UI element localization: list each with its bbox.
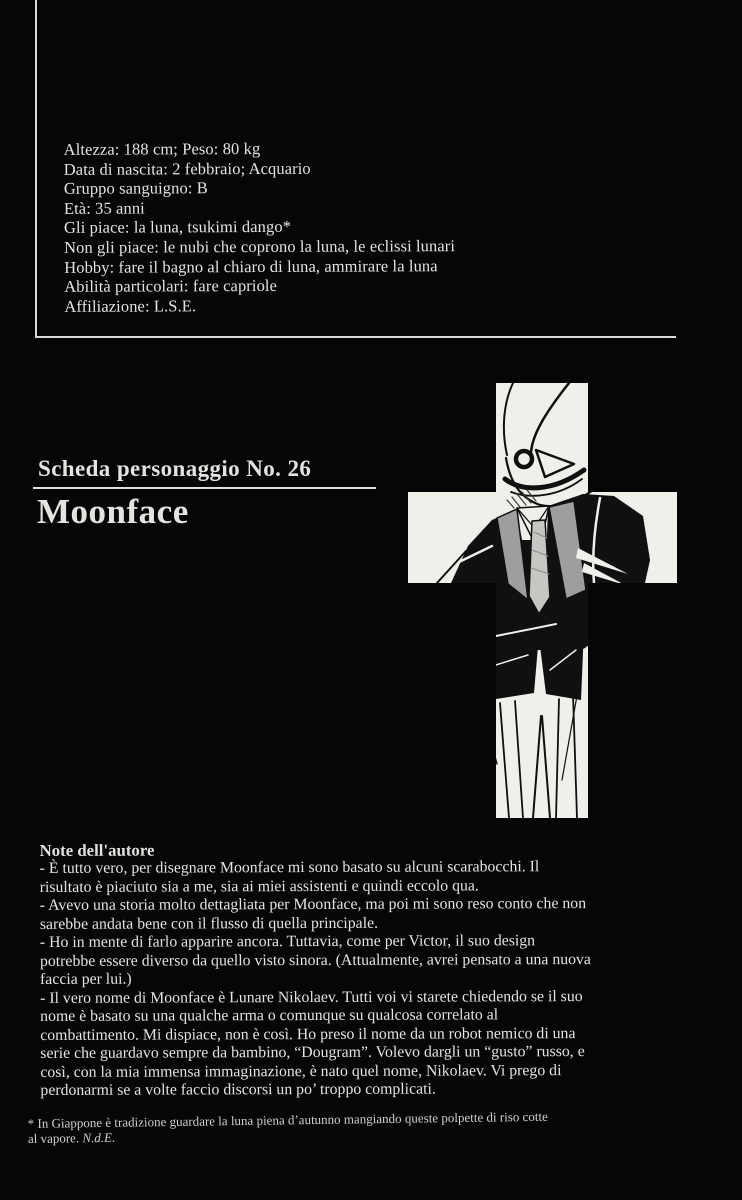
author-note-item: - Ho in mente di farlo apparire ancora. Tuttavia, come per Victor, il suo design potrebbe essere diverso da quello visto sinora. (Attualmente, avrei pensato a una nuova faccia per lui.) xyxy=(39,932,591,988)
moon-eye xyxy=(516,451,532,467)
title-divider-line xyxy=(33,487,376,489)
footnote-editor-abbr: N.d.E. xyxy=(82,1129,116,1146)
footnote-text: * In Giappone è tradizione guardare la luna piena d’autunno mangiando queste polpette di riso cotte al vapore. xyxy=(27,1108,548,1146)
stat-blood-type: Gruppo sanguigno: B xyxy=(63,178,208,199)
author-note-item: - Il vero nome di Moonface è Lunare Nikolaev. Tutti voi vi starete chiedendo se il suo nome è basato su una qualche arma o comunque su qualcosa correlato al combattimento. Mi dispiace, non è così. Ho preso il nome da un robot nemico di una serie che guardavo sempre da bambino, “Dougram”. Volevo dargli un “gusto” russo, e così, con la mia immensa immaginazione, è nato quel nome, Nikolaev. Vi prego di perdonarmi se a volte faccio discorsi un po’ troppo complicati. xyxy=(40,987,585,1099)
author-notes-section xyxy=(40,839,593,1100)
translator-footnote xyxy=(28,1109,558,1146)
stat-likes: Gli piace: la luna, tsukimi dango* xyxy=(63,217,292,238)
stat-special-skills: Abilità particolari: fare capriole xyxy=(64,276,278,297)
waist-bow-left-wing xyxy=(477,641,538,702)
character-stats-list xyxy=(64,138,456,316)
author-note-item: - Avevo una storia molto dettagliata per Moonface, ma poi mi sono reso conto che non sarebbe andata bene con il flusso di quella principale. xyxy=(39,895,587,933)
stat-age: Età: 35 anni xyxy=(63,198,145,218)
character-name-title: Moonface xyxy=(37,492,189,531)
stat-affiliation: Affiliazione: L.S.E. xyxy=(64,296,197,316)
stat-hobby: Hobby: fare il bagno al chiaro di luna, ammirare la luna xyxy=(64,255,438,277)
author-note-item: - È tutto vero, per disegnare Moonface mi sono basato su alcuni scarabocchi. Il risultato è piaciuto sia a me, sia ai miei assistenti e quindi eccolo qua. xyxy=(39,858,540,896)
author-notes-heading: Note dell'autore xyxy=(39,840,155,860)
moonface-cross-illustration xyxy=(400,373,690,825)
frame-left-line xyxy=(35,0,37,338)
frame-bottom-line xyxy=(35,336,676,338)
profile-card-label: Scheda personaggio No. 26 xyxy=(38,456,312,481)
stat-birthdate: Data di nascita: 2 febbraio; Acquario xyxy=(63,158,311,179)
stat-height-weight: Altezza: 188 cm; Peso: 80 kg xyxy=(63,138,261,159)
stat-dislikes: Non gli piace: le nubi che coprono la luna, le eclissi lunari xyxy=(64,236,456,257)
